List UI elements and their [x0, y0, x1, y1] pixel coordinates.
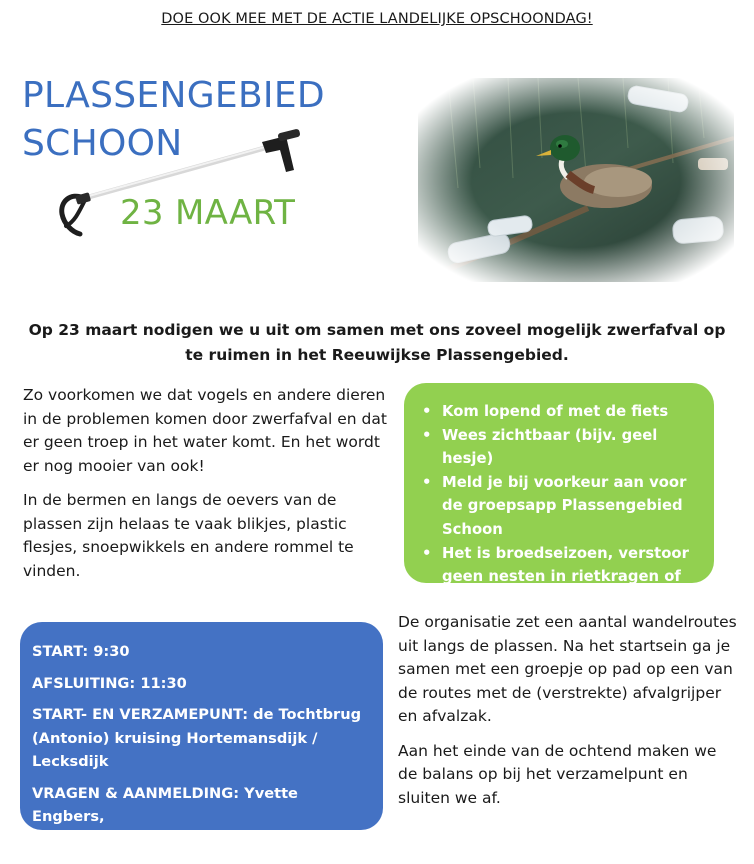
grabber-claw	[62, 192, 91, 234]
start-time: START: 9:30	[32, 643, 130, 660]
intro-line-2: te ruimen in het Reeuwijkse Plassengebied.	[185, 346, 569, 364]
tip-item-transport: • Kom lopend of met de fiets	[418, 400, 704, 424]
page-title	[22, 72, 325, 168]
tips-list	[418, 400, 704, 612]
tip-item-breeding-season: • Het is broedseizoen, verstoor geen nesten in rietkragen of andere mogelijke nestlocaties	[418, 542, 704, 613]
tip-item-visibility: • Wees zichtbaar (bijv. geel hesje)	[418, 424, 704, 471]
paragraph-reason: Zo voorkomen we dat vogels en andere dieren in de problemen komen door zwerfafval en dat er geen troep in het water komt. En het wordt er nog mooier van ook!	[23, 386, 387, 475]
duck-litter-photo	[418, 78, 734, 282]
title-line-1: PLASSENGEBIED	[22, 75, 325, 116]
right-column-text	[398, 611, 738, 810]
intro-text	[0, 318, 754, 368]
meeting-point: START- EN VERZAMEPUNT: de Tochtbrug (Antonio) kruising Hortemansdijk / Lecksdijk	[32, 706, 362, 770]
action-heading: DOE OOK MEE MET DE ACTIE LANDELIJKE OPSCHOONDAG!	[161, 11, 593, 27]
tips-box	[404, 383, 714, 609]
contact-info: VRAGEN & AANMELDING: Yvette Engbers, secretaris@12reeuwijkseplassen.nl	[32, 784, 322, 849]
paragraph-routes: De organisatie zet een aantal wandelroutes uit langs de plassen. Na het startsein ga je samen met een groepje op pad op een van de routes met de (verstrekte) afvalgrijper en afvalzak.	[398, 613, 737, 725]
end-time: AFSLUITING: 11:30	[32, 674, 187, 692]
paragraph-litter: In de bermen en langs de oevers van de plassen zijn helaas te vaak blikjes, plastic flesjes, snoepwikkels en andere rommel te vinden.	[23, 491, 354, 580]
paragraph-closing: Aan het einde van de ochtend maken we de balans op bij het verzamelpunt en sluiten we af.	[398, 741, 717, 807]
title-line-2: SCHOON	[22, 123, 183, 164]
event-info-box	[20, 622, 383, 849]
tip-item-group-app: • Meld je bij voorkeur aan voor de groepsapp Plassengebied Schoon	[418, 471, 704, 542]
intro-line-1: Op 23 maart nodigen we u uit om samen met ons zoveel mogelijk zwerfafval op	[28, 321, 726, 339]
event-date: 23 MAART	[120, 193, 296, 233]
left-column-text	[23, 384, 393, 583]
